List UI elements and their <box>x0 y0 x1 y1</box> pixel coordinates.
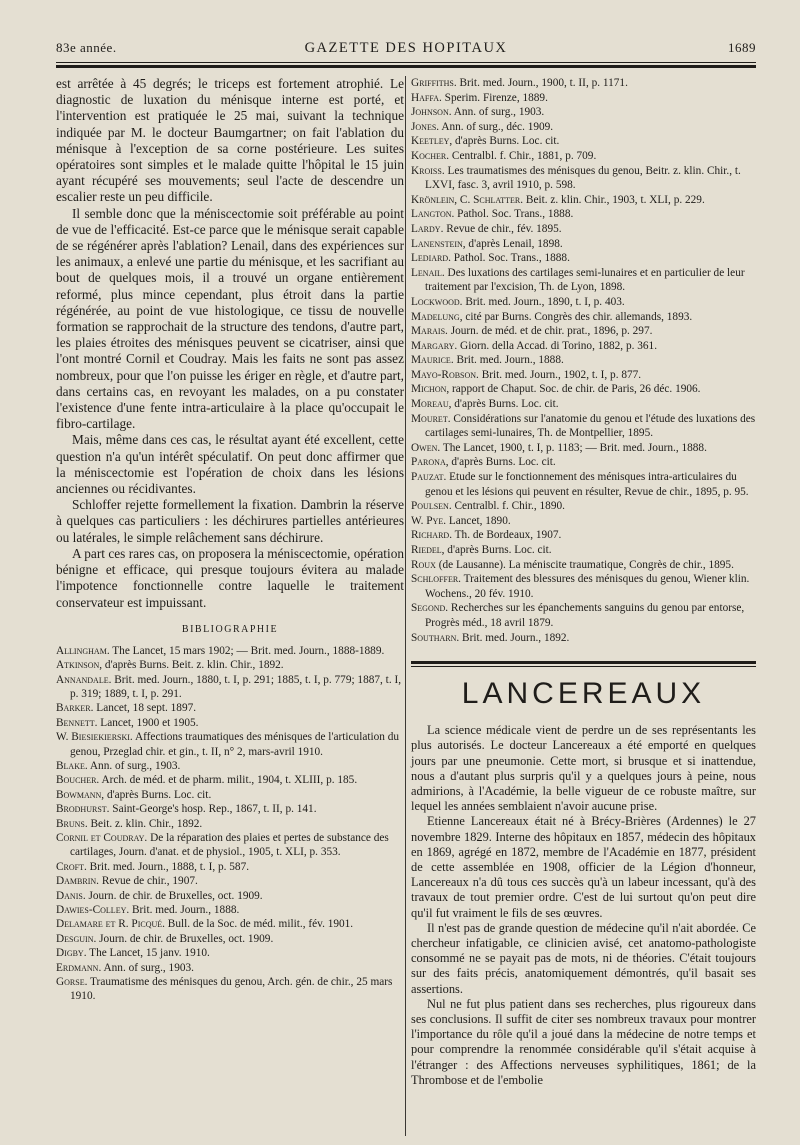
paragraph: Nul ne fut plus patient dans ses recherches, plus rigoureux dans ses conclusions. Il suffit de citer ses nombreux travaux pour montrer l'importance du rôle qu'il a joué dans la médecine de notre temps et pour comprendre la renommée considérable qu'il s'était acquise à l'étranger : des Affections nerveuses syphilitiques, 1861; de la Thrombose et de l'embolie <box>411 996 756 1087</box>
bibliography-heading: BIBLIOGRAPHIE <box>181 623 279 635</box>
bibliography-entry <box>411 528 756 543</box>
entry-reference: Bull. de la Soc. de méd. milit., fév. 1901. <box>164 918 354 931</box>
entry-reference: Journ. de chir. de Bruxelles, oct. 1909. <box>85 889 263 902</box>
entry-author: Roux <box>411 558 436 571</box>
bibliography-entry <box>411 631 756 646</box>
entry-reference: Considérations sur l'anatomie du genou et l'étude des luxations des cartilages semi-lunaires, Th. de Montpellier, 1895. <box>425 412 756 440</box>
bibliography-entry <box>411 601 756 630</box>
entry-reference: Brit. med. Journ., 1892. <box>459 631 570 644</box>
bibliography-entry <box>56 773 404 787</box>
bibliography-entry <box>411 134 756 149</box>
bibliography-entry <box>56 903 404 917</box>
entry-author: W. Biesiekierski. <box>56 731 133 744</box>
bibliography-entry <box>411 149 756 164</box>
entry-reference: Lancet, 1900 et 1905. <box>97 716 199 729</box>
entry-reference: The Lancet, 15 mars 1902; — Brit. med. Journ., 1888-1889. <box>109 644 385 657</box>
bibliography-entry <box>411 164 756 193</box>
paragraph: Mais, même dans ces cas, le résultat ayant été excellent, cette question n'a qu'un intérêt spéculatif. On peut donc affirmer que la méniscectomie est l'opération de choix dans les lésions anciennes ou récidivantes. <box>56 432 404 497</box>
entry-author: Jones. <box>411 120 440 133</box>
bibliography-entry <box>411 353 756 368</box>
entry-author: Riedel, <box>411 544 445 556</box>
entry-reference: Brit. med. Journ., 1900, t. II, p. 1171. <box>456 77 628 89</box>
bibliography-entry <box>411 324 756 339</box>
entry-reference: Brit. med. Journ., 1888. <box>129 904 240 917</box>
bibliography-entry <box>56 644 404 658</box>
bibliography-entry <box>411 543 756 558</box>
issue-number: 83e année. <box>56 40 117 55</box>
entry-author: Kroiss. <box>411 164 445 177</box>
entry-reference: Giorn. della Accad. di Torino, 1882, p. 361. <box>457 339 658 352</box>
entry-reference: (de Lausanne). La méniscite traumatique, Congrès de chir., 1895. <box>435 558 734 571</box>
entry-author: Boucher. <box>56 774 100 787</box>
left-column <box>56 76 404 1004</box>
entry-author: Gorse. <box>56 976 88 989</box>
bibliography-entry <box>56 673 404 702</box>
entry-reference: De la réparation des plaies et pertes de substance des cartilages, Journ. d'anat. et de physiol., 1905, t. XLI, p. 353. <box>70 831 389 859</box>
entry-author: Dambrin. <box>56 875 99 888</box>
bibliography-entry <box>56 860 404 874</box>
entry-author: Owen. <box>411 441 441 454</box>
entry-reference: d'après Burns. Loc. cit. <box>451 398 559 411</box>
bibliography-entry <box>411 397 756 412</box>
entry-reference: Centralbl. f. Chir., 1881, p. 709. <box>449 149 597 162</box>
entry-author: Cornil et Coudray. <box>56 831 148 844</box>
entry-author: Brodhurst. <box>56 803 110 816</box>
entry-author: Schloffer. <box>411 573 462 586</box>
bibliography-entry <box>411 237 756 252</box>
entry-reference: Arch. de méd. et de pharm. milit., 1904, t. XLIII, p. 185. <box>99 774 358 787</box>
bibliography-entry <box>411 368 756 383</box>
entry-author: Erdmann. <box>56 961 102 974</box>
entry-author: Margary. <box>411 339 458 352</box>
obituary-text <box>411 723 756 1088</box>
paragraph: Schloffer rejette formellement la fixation. Dambrin la réserve à quelques cas particuliers : les déchirures partielles antérieures ou latérales, le simple relâchement sans déchirure. <box>56 497 404 545</box>
paragraph: A part ces rares cas, on proposera la méniscectomie, opération bénigne et efficace, qui presque toujours évitera au malade l'impotence fonctionnelle contre laquelle le traitement conservateur est impuissant. <box>56 545 404 610</box>
entry-reference: Saint-George's hosp. Rep., 1867, t. II, p. 141. <box>109 803 317 816</box>
entry-reference: Affections traumatiques des ménisques de l'articulation du genou, Przeglad chir. et gin., t. II, n° 2, mars-avril 1910. <box>70 731 400 758</box>
entry-reference: Pathol. Soc. Trans., 1888. <box>454 208 574 221</box>
header-rule-thin <box>56 62 756 63</box>
entry-author: Annandale. <box>56 673 112 686</box>
bibliography-entry <box>411 120 756 135</box>
entry-author: Delamare et R. Picqué. <box>56 918 165 931</box>
bibliography-entry <box>411 455 756 470</box>
entry-reference: d'après Burns. Loc. cit. <box>444 544 552 556</box>
bibliography-entry <box>56 946 404 960</box>
entry-author: Barker. <box>56 702 94 715</box>
bibliography-entry <box>411 310 756 325</box>
entry-reference: Centralbl. f. Chir., 1890. <box>451 500 565 513</box>
bibliography-entry <box>56 917 404 931</box>
entry-reference: Traitement des blessures des ménisques du genou, Wiener klin. Wochens., 20 fév. 1910. <box>425 573 750 600</box>
entry-author: Bennett. <box>56 716 98 729</box>
entry-author: Bowmann, <box>56 788 105 801</box>
bibliography-entry <box>56 716 404 730</box>
entry-reference: Lancet, 1890. <box>446 514 511 527</box>
entry-author: Mayo-Robson. <box>411 368 479 381</box>
bibliography-entry <box>411 441 756 456</box>
bibliography-entry <box>411 193 756 208</box>
bibliography-entry <box>411 339 756 354</box>
paragraph: Il n'est pas de grande question de médecine qu'il n'ait abordée. Ce chercheur infatigable, ce clinicien avisé, cet anatomo-pathologiste consommé ne se payait pas de mots, ni de théories. C'était toujours sur des faits précis, anatomiquement démontrés, qu'il basait ses assertions. <box>411 920 756 996</box>
entry-author: Krönlein, C. Schlatter. <box>411 193 524 206</box>
entry-reference: Beit. z. klin. Chir., 1892. <box>87 817 203 830</box>
bibliography-entry <box>411 572 756 601</box>
entry-author: Marais. <box>411 325 448 338</box>
bibliography-entry <box>56 831 404 860</box>
obituary-heading: LANCEREAUX <box>461 677 706 711</box>
bibliography-entry <box>411 207 756 222</box>
entry-author: Atkinson, <box>56 659 103 672</box>
entry-reference: d'après Burns. Loc. cit. <box>452 135 560 148</box>
entry-author: Madelung, <box>411 310 463 323</box>
entry-author: Lanenstein, <box>411 237 466 250</box>
entry-reference: Ann. of surg., 1903. <box>87 759 181 772</box>
paragraph: Etienne Lancereaux était né à Brécy-Brières (Ardennes) le 27 novembre 1829. Interne des hôpitaux en 1857, médecin des hôpitaux en 1869, agrégé en 1872, membre de l'Académie en 1877, président de cette assemblée en 1908, officier de la Légion d'honneur, Lancereaux n'a dû tous ces succès qu'à un labeur incessant, qu'à des travaux de tout premier ordre. C'est de lui surtout qu'on peut dire qu'il fut vraiment le fils de ses œuvres. <box>411 814 756 920</box>
entry-reference: Beit. z. klin. Chir., 1903, t. XLI, p. 229. <box>523 193 705 206</box>
entry-author: Keetley, <box>411 135 453 148</box>
entry-author: Haffa. <box>411 91 442 104</box>
entry-reference: The Lancet, 15 janv. 1910. <box>86 947 210 960</box>
entry-reference: Etude sur le fonctionnement des ménisques intra-articulaires du genou et les lésions qui peuvent en résulter, Revue de chir., 1895, p. 95. <box>425 471 749 498</box>
entry-author: Bruns. <box>56 817 88 830</box>
entry-reference: Les traumatismes des ménisques du genou, Beitr. z. klin. Chir., t. LXVI, fasc. 3, avril 1910, p. 598. <box>425 164 741 192</box>
bibliography-entry <box>411 412 756 441</box>
entry-author: Lenail. <box>411 266 445 279</box>
entry-author: Griffiths. <box>411 77 457 89</box>
entry-author: Southarn. <box>411 631 460 644</box>
entry-reference: Brit. med. Journ., 1880, t. I, p. 291; 1885, t. I, p. 779; 1887, t. I, p. 319; 1889, t. I, p. 291. <box>70 673 402 700</box>
header-rule-thick <box>56 65 756 68</box>
column-divider <box>405 76 406 1136</box>
entry-author: Danis. <box>56 889 86 902</box>
page-header <box>56 38 756 60</box>
bibliography-entry <box>411 295 756 310</box>
entry-author: Croft. <box>56 860 87 873</box>
entry-reference: d'après Burns. Loc. cit. <box>448 456 556 469</box>
page-number: 1689 <box>728 40 756 55</box>
bibliography-list <box>56 644 404 1004</box>
entry-author: Moreau, <box>411 398 452 411</box>
paragraph: est arrêtée à 45 degrés; le triceps est fortement atrophié. Le diagnostic de luxation du ménisque interne est porté, et l'intervention est pratiquée le 25 mai, suivant la technique indiquée par M. le docteur Baumgartner; on fait l'ablation du ménisque à l'exception de sa corne postérieure. Les suites opératoires sont simples et le malade quitte l'hôpital le 15 juin ayant récupéré ses mouvements; seul l'acte de descendre un escalier reste un peu difficile. <box>56 76 404 205</box>
entry-reference: Journ. de méd. et de chir. prat., 1896, p. 297. <box>447 325 653 338</box>
entry-reference: d'après Lenail, 1898. <box>465 237 563 250</box>
journal-title: GAZETTE DES HOPITAUX <box>304 40 508 56</box>
entry-reference: Ann. of surg., déc. 1909. <box>439 120 554 133</box>
entry-reference: Ann. of surg., 1903. <box>101 961 194 974</box>
bibliography-entry <box>56 730 404 759</box>
bibliography-entry <box>411 222 756 237</box>
bibliography-entry <box>56 802 404 816</box>
entry-reference: Recherches sur les épanchements sanguins du genou par entorse, Progrès méd., 18 avril 1879. <box>425 602 745 629</box>
bibliography-entry <box>411 470 756 499</box>
entry-author: Lediard. <box>411 252 451 265</box>
entry-reference: Brit. med. Journ., 1890, t. I, p. 403. <box>462 295 625 308</box>
bibliography-entry <box>411 266 756 295</box>
entry-author: Digby. <box>56 947 87 960</box>
entry-author: Kocher. <box>411 149 450 162</box>
entry-reference: d'après Burns. Loc. cit. <box>104 788 212 801</box>
bibliography-entry <box>411 382 756 397</box>
bibliography-entry <box>56 788 404 802</box>
bibliography-entry <box>56 759 404 773</box>
entry-author: Parona, <box>411 456 449 469</box>
entry-author: Segond. <box>411 602 449 615</box>
entry-author: Richard. <box>411 529 453 542</box>
section-rule-thick <box>411 661 756 664</box>
article-text <box>56 76 404 611</box>
entry-author: Maurice. <box>411 354 454 367</box>
entry-reference: Journ. de chir. de Bruxelles, oct. 1909. <box>96 932 274 945</box>
entry-reference: cité par Burns. Congrès des chir. allemands, 1893. <box>462 310 693 323</box>
bibliography-entry <box>56 701 404 715</box>
bibliography-entry <box>411 499 756 514</box>
entry-reference: Pathol. Soc. Trans., 1888. <box>450 252 570 265</box>
entry-reference: Brit. med. Journ., 1888. <box>453 354 564 367</box>
entry-author: Allingham. <box>56 644 110 657</box>
entry-author: Langton. <box>411 208 455 221</box>
bibliography-entry <box>411 251 756 266</box>
bibliography-entry <box>56 658 404 672</box>
entry-author: Poulsen. <box>411 500 452 513</box>
entry-reference: d'après Burns. Beit. z. klin. Chir., 1892. <box>102 659 284 672</box>
entry-author: Johnson. <box>411 106 452 119</box>
entry-reference: The Lancet, 1900, t. I, p. 1183; — Brit. med. Journ., 1888. <box>440 441 707 454</box>
entry-author: Pauzat. <box>411 471 447 484</box>
bibliography-list-continued <box>411 76 756 645</box>
entry-reference: Revue de chir., 1907. <box>99 875 198 888</box>
right-column <box>411 76 756 1088</box>
entry-author: Blake. <box>56 759 88 772</box>
entry-reference: rapport de Chaput. Soc. de chir. de Paris, 26 déc. 1906. <box>449 383 701 396</box>
bibliography-entry <box>56 932 404 946</box>
entry-reference: Lancet, 18 sept. 1897. <box>93 702 197 715</box>
entry-author: Michon, <box>411 383 450 396</box>
bibliography-entry <box>411 91 756 106</box>
entry-reference: Th. de Bordeaux, 1907. <box>452 529 562 542</box>
bibliography-entry <box>56 975 404 1004</box>
section-rule-thin <box>411 666 756 667</box>
bibliography-entry <box>56 889 404 903</box>
entry-reference: Des luxations des cartilages semi-lunaires et en particulier de leur traitement par l'excision, Th. de Lyon, 1898. <box>425 266 745 294</box>
entry-author: W. Pye. <box>411 514 447 527</box>
bibliography-entry <box>411 76 756 91</box>
entry-author: Mouret. <box>411 412 451 425</box>
entry-reference: Sperim. Firenze, 1889. <box>441 91 548 104</box>
entry-reference: Revue de chir., fév. 1895. <box>443 222 562 235</box>
bibliography-entry <box>56 961 404 975</box>
entry-author: Dawies-Colley. <box>56 904 130 917</box>
bibliography-entry <box>56 817 404 831</box>
entry-author: Lardy. <box>411 222 444 235</box>
entry-reference: Traumatisme des ménisques du genou, Arch. gén. de chir., 25 mars 1910. <box>70 976 393 1003</box>
bibliography-entry <box>56 874 404 888</box>
entry-reference: Ann. of surg., 1903. <box>451 106 545 119</box>
entry-author: Lockwood. <box>411 295 463 308</box>
entry-author: Desguin. <box>56 932 97 945</box>
paragraph: La science médicale vient de perdre un de ses représentants les plus autorisés. Le docteur Lancereaux a été emporté en quelques jours par une pneumonie. Cette mort, si brusque et si inattendue, nous a d'autant plus surpris qu'il y a quelques jours à peine, nous admirions, à l'Académie, la belle vigueur de ce robuste maître, sur lequel les années semblaient n'avoir aucune prise. <box>411 723 756 814</box>
bibliography-entry <box>411 514 756 529</box>
bibliography-entry <box>411 105 756 120</box>
paragraph: Il semble donc que la méniscectomie soit préférable au point de vue de l'efficacité. Est-ce parce que le ménisque serait capable de se régénérer après l'ablation? Lenail, dans des expériences sur les animaux, a enlevé une partie du ménisque, et les sacrifiant au bout de quelques mois, il a trouvé un organe entièrement reformé, plus mince cependant, plus étroit dans la partie régénérée, au point de vue histologique, ce tissu de nouvelle formation se rapprochait de la structure des tendons, d'autre part, les plaies étroites des ménisques peuvent se cicatriser, ainsi que l'ont montré Cornil et Coudray. Mais les faits ne sont pas assez nombreux, pour que l'on puisse les ériger en règle, et d'autre part, dans certains cas, en revoyant les malades, on a pu constater l'existence d'une fente intra-articulaire à la place qu'occupait le fibro-cartilage. <box>56 205 404 432</box>
entry-reference: Brit. med. Journ., 1888, t. I, p. 587. <box>86 860 250 873</box>
bibliography-entry <box>411 558 756 573</box>
entry-reference: Brit. med. Journ., 1902, t. I, p. 877. <box>478 368 642 381</box>
